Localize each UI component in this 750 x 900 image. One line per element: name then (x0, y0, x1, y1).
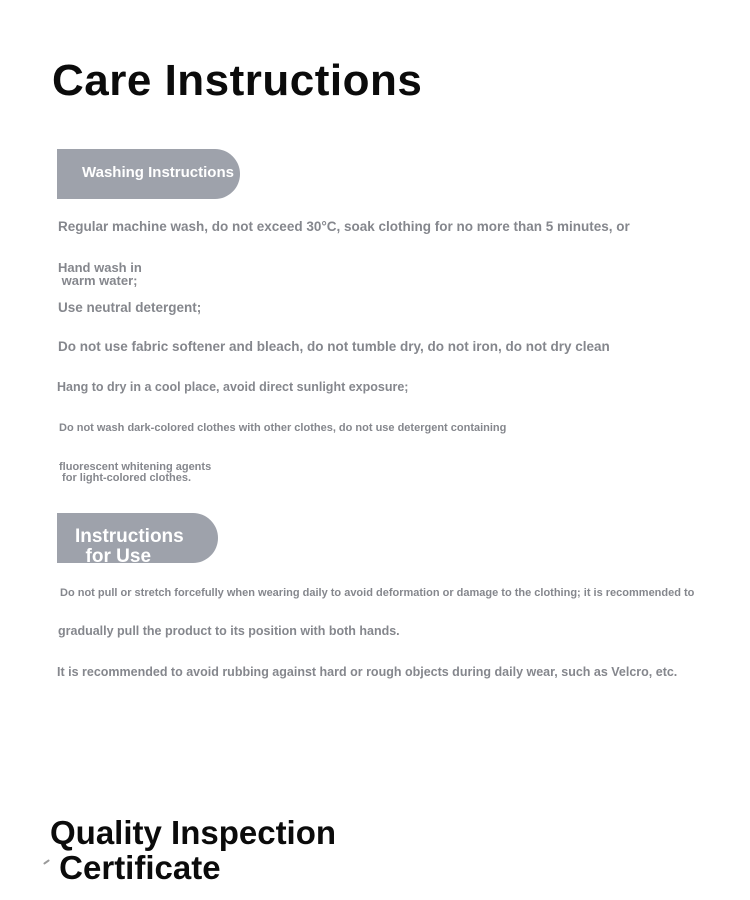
washing-line-no-softener: Do not use fabric softener and bleach, do not tumble dry, do not iron, do not dry clean (58, 339, 610, 354)
washing-line-hang-dry: Hang to dry in a cool place, avoid direct sunlight exposure; (57, 380, 409, 394)
washing-instructions-heading: Washing Instructions (57, 149, 240, 199)
decorative-mark (43, 859, 50, 865)
washing-line-neutral-detergent: Use neutral detergent; (58, 300, 202, 315)
use-line-do-not-pull: Do not pull or stretch forcefully when wearing daily to avoid deformation or damage to the clothing; it is recommended to (60, 587, 695, 599)
use-line-avoid-rubbing: It is recommended to avoid rubbing against hard or rough objects during daily wear, such as Velcro, etc. (57, 665, 678, 679)
washing-line-whitening-agents: fluorescent whitening agents for light-colored clothes. (59, 461, 212, 484)
washing-line-dark-colors: Do not wash dark-colored clothes with other clothes, do not use detergent containing (59, 422, 507, 434)
use-line-pull-gradually: gradually pull the product to its position with both hands. (58, 624, 400, 638)
instructions-for-use-heading: Instructions for Use (57, 513, 218, 563)
page-title: Care Instructions (52, 56, 423, 105)
washing-line-hand-wash: Hand wash in warm water; (58, 260, 142, 288)
washing-line-machine-wash: Regular machine wash, do not exceed 30°C, soak clothing for no more than 5 minutes, or (58, 219, 630, 234)
footer-title: Quality Inspection Certificate (50, 814, 337, 886)
